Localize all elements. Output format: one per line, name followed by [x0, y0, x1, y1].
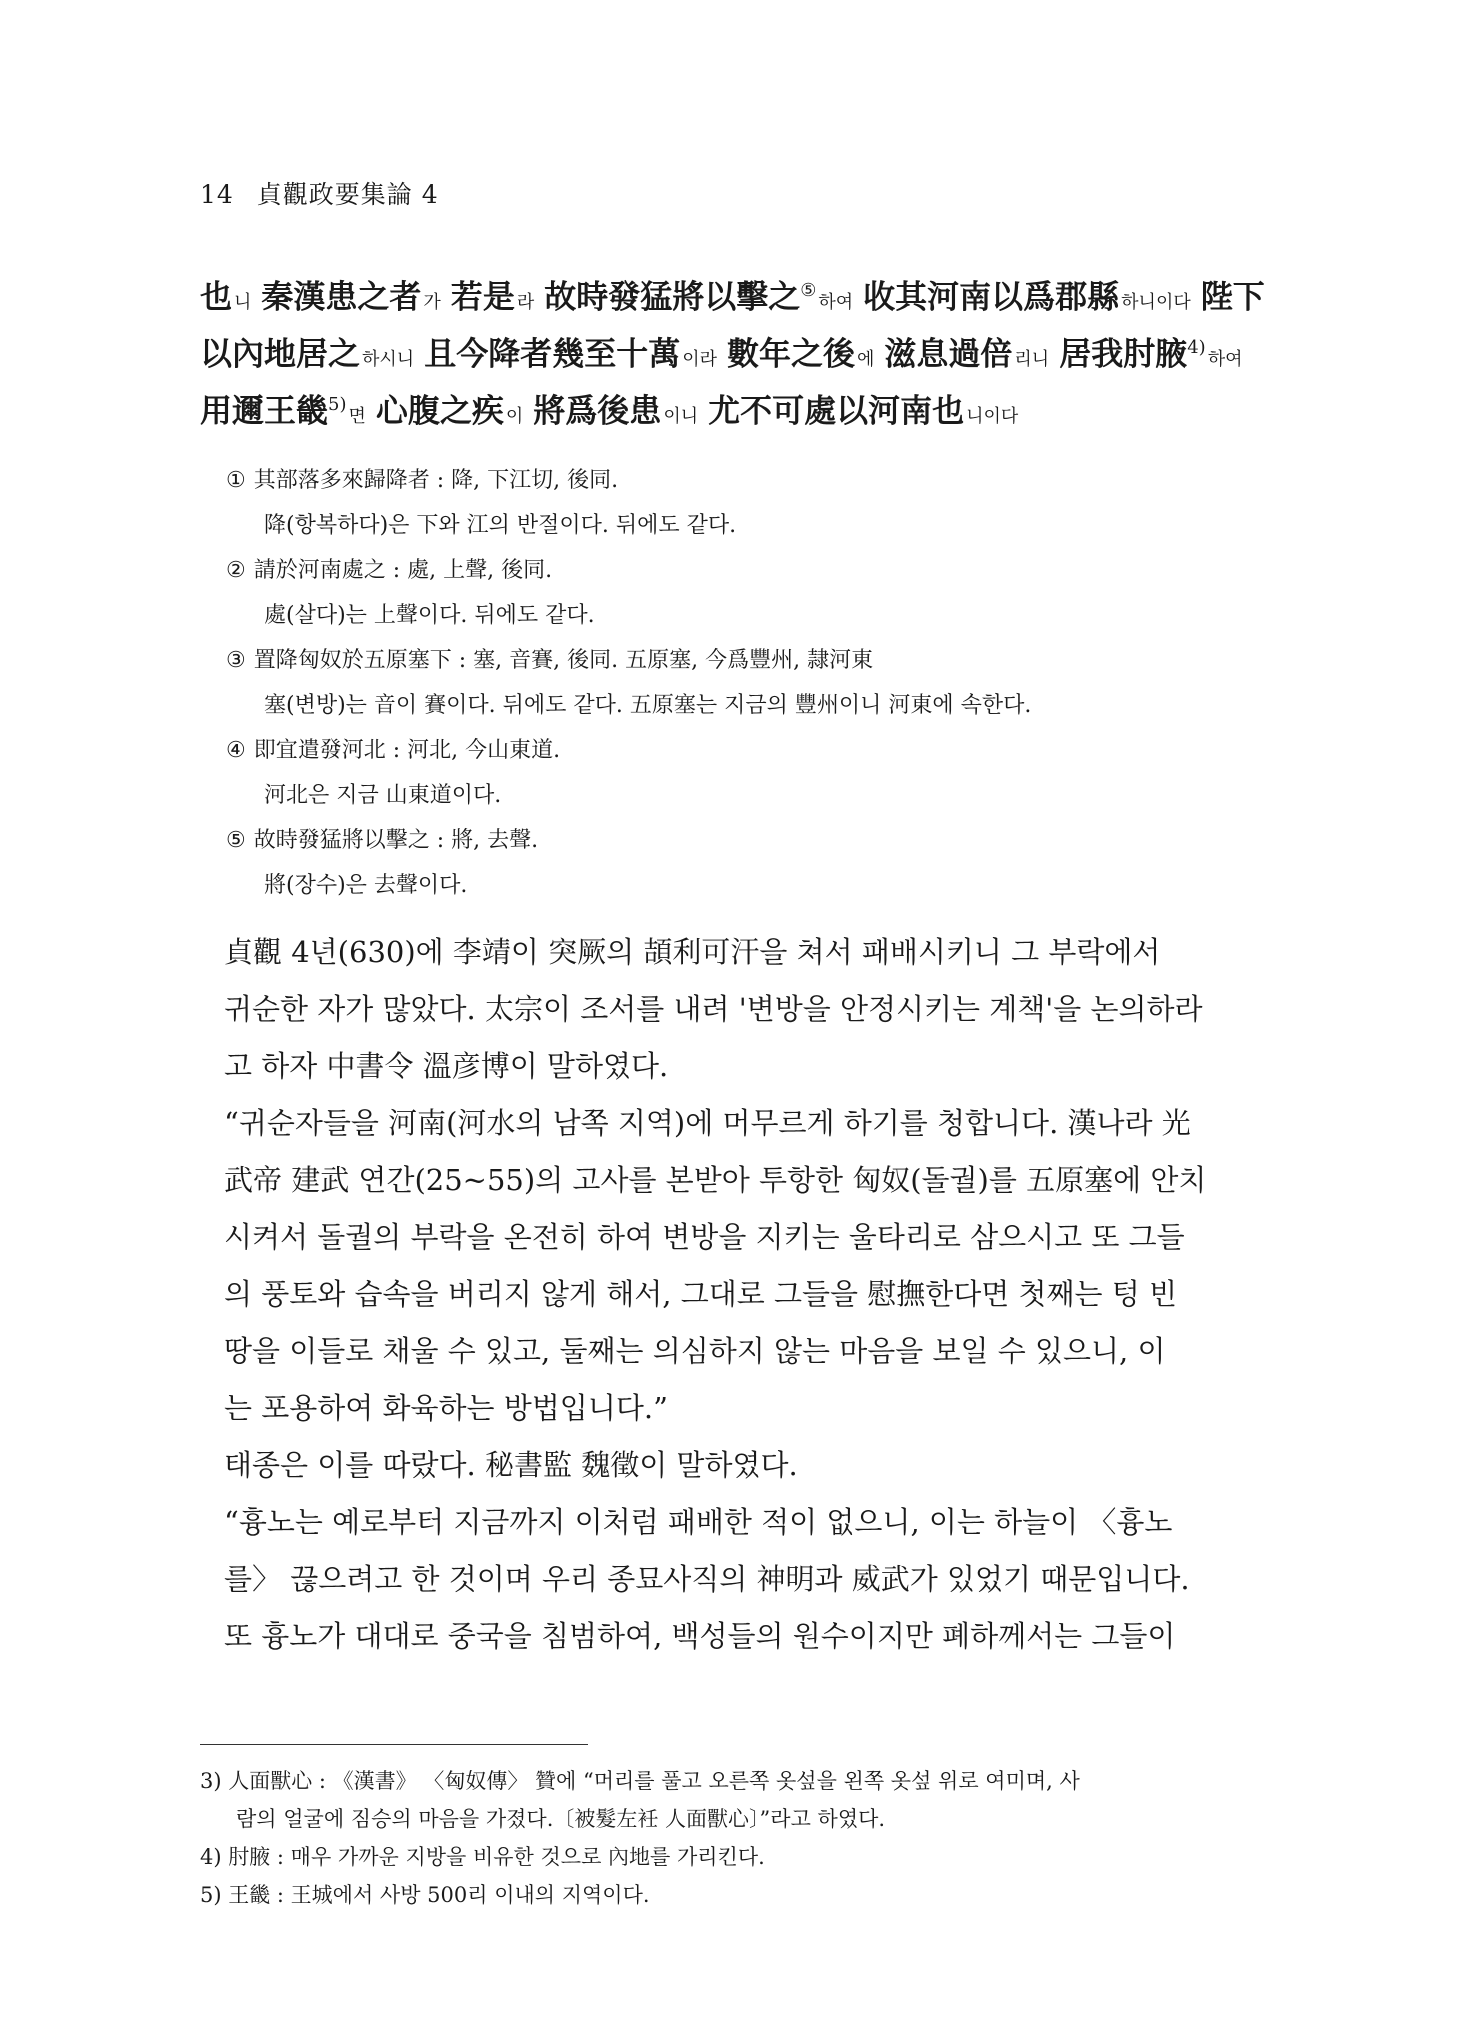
classical-phrase: 將爲後患	[533, 391, 662, 430]
translation-line: 고 하자 中書令 溫彦博이 말하였다.	[224, 1049, 669, 1083]
note-explanation: 河北은 지금 山東道이다.	[264, 783, 502, 808]
translation-line: 태종은 이를 따랐다. 秘書監 魏徵이 말하였다.	[224, 1448, 798, 1482]
translation-line: 貞觀 4년(630)에 李靖이 突厥의 頡利可汗을 쳐서 패배시키니 그 부락에서	[224, 935, 1161, 969]
note-item	[226, 638, 1286, 683]
note-item	[226, 818, 1286, 863]
footnotes	[200, 1762, 1292, 1914]
note-source: 即宜遣發河北 : 河北, 今山東道.	[253, 738, 561, 763]
note-item	[226, 458, 1286, 503]
classical-phrase: 也	[200, 277, 233, 316]
reading-particle: 니	[234, 291, 252, 313]
footnote-text: 人面獸心 : 《漢書》 〈匈奴傳〉 贊에 “머리를 풀고 오른쪽 옷섶을 왼쪽 옷섶 위로 여미며, 사	[228, 1769, 1080, 1793]
footnote-number: 3)	[200, 1769, 229, 1793]
note-source: 其部落多來歸降者 : 降, 下江切, 後同.	[253, 468, 619, 493]
reading-particle: 니이다	[966, 405, 1019, 427]
translation-paragraph	[200, 1494, 1292, 1665]
note-number: ⑤	[226, 828, 246, 853]
original-text-line	[200, 262, 1290, 319]
original-text-line	[200, 319, 1290, 376]
original-classical-text	[200, 262, 1290, 433]
classical-phrase: 秦漢患之者	[261, 277, 422, 316]
translation-line: 의 풍토와 습속을 버리지 않게 해서, 그대로 그들을 慰撫한다면 첫째는 텅 빈	[224, 1277, 1178, 1311]
reading-particle: 면	[348, 405, 366, 427]
classical-phrase: 故時發猛將以擊之	[544, 277, 801, 316]
note-number: ①	[226, 468, 246, 493]
translation-line: 는 포용하여 화육하는 방법입니다.”	[224, 1391, 668, 1425]
note-marker: ⑤	[800, 280, 817, 301]
annotation-notes	[226, 458, 1286, 908]
classical-phrase: 用邇王畿	[200, 391, 329, 430]
reading-particle: 라	[516, 291, 535, 313]
note-number: ④	[226, 738, 246, 763]
note-number: ③	[226, 648, 246, 673]
reading-particle: 이라	[682, 348, 717, 370]
reading-particle: 하니이다	[1121, 291, 1191, 313]
reading-particle: 하여	[818, 291, 854, 313]
footnote-number: 4)	[200, 1845, 229, 1869]
translation-line: 또 흉노가 대대로 중국을 침범하여, 백성들의 원수이지만 폐하께서는 그들이	[224, 1619, 1176, 1653]
korean-translation	[200, 924, 1292, 1665]
note-explanation: 塞(변방)는 音이 賽이다. 뒤에도 같다. 五原塞는 지금의 豐州이니 河東에 속한다.	[264, 693, 1032, 718]
note-explanation: 將(장수)은 去聲이다.	[264, 873, 468, 898]
reading-particle: 하시니	[362, 348, 415, 370]
translation-paragraph	[200, 1437, 1292, 1494]
classical-phrase: 尤不可處以河南也	[708, 391, 965, 430]
footnote-item	[200, 1838, 1292, 1876]
classical-phrase: 心腹之疾	[375, 391, 504, 430]
translation-line: 귀순한 자가 많았다. 太宗이 조서를 내려 '변방을 안정시키는 계책'을 논의하라	[224, 992, 1203, 1026]
classical-phrase: 若是	[450, 277, 515, 316]
reading-particle: 에	[857, 348, 875, 370]
note-explanation: 降(항복하다)은 下와 江의 반절이다. 뒤에도 같다.	[264, 513, 737, 538]
page-number: 14	[200, 180, 234, 209]
classical-phrase: 收其河南以爲郡縣	[863, 277, 1120, 316]
note-source: 置降匈奴於五原塞下 : 塞, 音賽, 後同. 五原塞, 今爲豐州, 隷河東	[253, 648, 874, 673]
translation-line: “귀순자들을 河南(河水의 남쪽 지역)에 머무르게 하기를 청합니다. 漢나라 光	[224, 1106, 1191, 1140]
reading-particle: 하여	[1207, 348, 1243, 370]
footnote-number: 5)	[200, 1883, 229, 1907]
note-marker: 4)	[1187, 337, 1206, 358]
translation-line: 를〉 끊으려고 한 것이며 우리 종묘사직의 神明과 威武가 있었기 때문입니다.	[224, 1562, 1190, 1596]
translation-line: “흉노는 예로부터 지금까지 이처럼 패배한 적이 없으니, 이는 하늘이 〈흉노	[224, 1505, 1173, 1539]
reading-particle: 리니	[1014, 348, 1050, 370]
translation-paragraph	[200, 924, 1292, 1095]
footnote-divider	[200, 1744, 588, 1745]
reading-particle: 가	[423, 291, 441, 313]
translation-line: 땅을 이들로 채울 수 있고, 둘째는 의심하지 않는 마음을 보일 수 있으니, 이	[224, 1334, 1166, 1368]
classical-phrase: 滋息過倍	[884, 334, 1013, 373]
translation-paragraph	[200, 1095, 1292, 1437]
translation-line: 시켜서 돌궐의 부락을 온전히 하여 변방을 지키는 울타리로 삼으시고 또 그들	[224, 1220, 1185, 1254]
note-item	[226, 728, 1286, 773]
note-source: 故時發猛將以擊之 : 將, 去聲.	[253, 828, 539, 853]
footnote-item	[200, 1876, 1292, 1914]
note-marker: 5)	[328, 394, 347, 415]
page-header	[200, 175, 439, 211]
classical-phrase: 陛下	[1200, 277, 1265, 316]
book-title: 貞觀政要集論 4	[256, 180, 439, 209]
footnote-item	[200, 1762, 1292, 1800]
note-item	[226, 548, 1286, 593]
footnote-text: 王畿 : 王城에서 사방 500리 이내의 지역이다.	[228, 1883, 650, 1907]
classical-phrase: 數年之後	[726, 334, 855, 373]
note-number: ②	[226, 558, 246, 583]
note-source: 請於河南處之 : 處, 上聲, 後同.	[253, 558, 553, 583]
original-text-line	[200, 376, 1290, 433]
footnote-continuation: 람의 얼굴에 짐승의 마음을 가졌다.〔被髮左衽 人面獸心〕”라고 하였다.	[236, 1807, 886, 1831]
reading-particle: 이니	[663, 405, 699, 427]
reading-particle: 이	[505, 405, 524, 427]
note-explanation: 處(살다)는 上聲이다. 뒤에도 같다.	[264, 603, 595, 628]
footnote-text: 肘腋 : 매우 가까운 지방을 비유한 것으로 內地를 가리킨다.	[228, 1845, 765, 1869]
classical-phrase: 以內地居之	[200, 334, 361, 373]
translation-line: 武帝 建武 연간(25~55)의 고사를 본받아 투항한 匈奴(돌궐)를 五原塞에 안치	[224, 1163, 1207, 1197]
classical-phrase: 且今降者幾至十萬	[424, 334, 681, 373]
classical-phrase: 居我肘腋	[1059, 334, 1188, 373]
